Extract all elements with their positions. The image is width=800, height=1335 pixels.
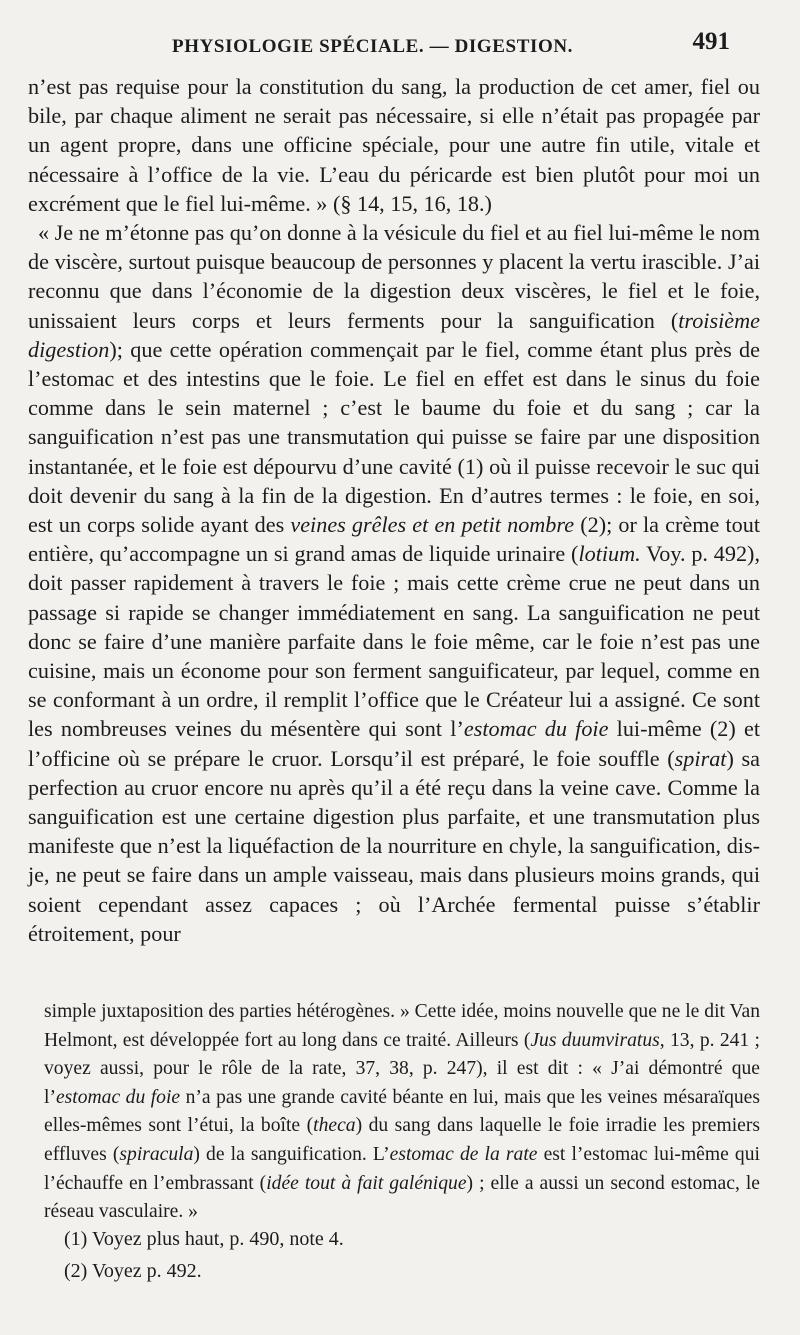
italic-run: veines grêles et en petit nombre xyxy=(290,512,575,538)
running-head: PHYSIOLOGIE SPÉCIALE. — DIGESTION. xyxy=(172,36,574,57)
text-run: ) du sang dans laquelle le foie irradie les premiers effluves ( xyxy=(44,1115,760,1165)
footnote: (2) Voyez p. 492. xyxy=(64,1260,202,1282)
text-run: ) ; elle a aussi un second estomac, le réseau vasculaire. » xyxy=(44,1172,760,1223)
text-run: ) de la sanguification. L’ xyxy=(193,1143,390,1165)
text-run: ) sa perfection au cruor encore nu après qu’il a été reçu dans la veine cave. Comme la sanguification est une certaine digestion plus parfaite, et une transmutation plus manifeste que n’est la liquéfaction de la nourriture en chyle, la sanguification, dis-je, ne peut se faire dans un ample vaisseau, mais dans plusieurs moins grands, qui soient cependant assez capaces ; où l’Archée fermental puisse s’établir étroitement, pour xyxy=(28,745,760,946)
text-run: , 13, p. 241 ; voyez aussi, pour le rôle de la rate, 37, 38, p. 247), il est dit : « J’ai démontré que l’ xyxy=(44,1029,761,1108)
italic-run: spiracula xyxy=(119,1143,194,1165)
italic-run: estomac de la rate xyxy=(389,1143,538,1165)
text-run: n’est pas requise pour la constitution du sang, la production de cet amer, fiel ou bile, par chaque aliment ne serait pas nécessaire, si elle n’était pas propagée par un agent propre, dans une officine spéciale, pour une autre fin utile, vitale et nécessaire à l’office de la vie. L’eau du péricarde est bien plutôt pour moi un excrément que le fiel lui-même. » (§ 14, 15, 16, 18.) xyxy=(28,74,760,216)
italic-run: idée tout à fait galénique xyxy=(266,1172,467,1194)
italic-run: lotium. xyxy=(578,541,641,567)
text-run: « Je ne m’étonne pas qu’on donne à la vésicule du fiel et au fiel lui-même le nom de viscère, surtout puisque beaucoup de personnes y placent la vertu irascible. J’ai reconnu que dans l’économie de la digestion deux viscères, le fiel et le foie, unissaient leurs corps et leurs ferments pour la sanguification ( xyxy=(28,220,760,333)
text-run: lui-même (2) et l’officine où se prépare le cruor. Lorsqu’il est préparé, le foie souffle ( xyxy=(28,716,760,771)
text-run: Voy. p. 492), doit passer rapidement à travers le foie ; mais cette crème crue ne peut dans un passage si rapide se changer immédiatement en sang. La sanguification ne peut donc se faire d’une manière parfaite dans le foie même, car le foie n’est pas une cuisine, mais un économe pour son ferment sanguificateur, par lequel, comme en se conformant à un ordre, il remplit l’office que le Créateur lui a assigné. Ce sont les nombreuses veines du mésentère qui sont l’ xyxy=(28,541,760,742)
footnotes xyxy=(64,1223,664,1287)
italic-run: spirat xyxy=(674,745,727,771)
text-run: simple juxtaposition des parties hétérogènes. » Cette idée, moins nouvelle que ne le dit Van Helmont, est développée fort au long dans ce traité. Ailleurs ( xyxy=(44,1001,760,1051)
paragraph-quote xyxy=(28,218,760,948)
italic-run: estomac du foie xyxy=(55,1086,181,1108)
text-run: (2); or la crème tout entière, qu’accompagne un si grand amas de liquide urinaire ( xyxy=(28,512,761,567)
italic-run: theca xyxy=(313,1115,356,1137)
text-run: ); que cette opération commençait par le fiel, comme étant plus près de l’estomac et des intestins que le foie. Le fiel en effet est dans le sinus du foie comme dans le sein maternel ; c’est le baume du foie et du sang ; car la sanguification n’est pas une transmutation qui puisse se faire par une disposition instantanée, et le foie est dépourvu d’une cavité (1) où il puisse recevoir le suc qui doit devenir du sang à la fin de la digestion. En d’autres termes : le foie, en soi, est un corps solide ayant des xyxy=(28,336,760,538)
text-run: est l’estomac lui-même qui l’échauffe en l’embrassant ( xyxy=(44,1143,760,1194)
italic-run: Jus duumviratus xyxy=(530,1029,660,1051)
italic-run: troisième digestion xyxy=(28,307,760,362)
italic-run: estomac du foie xyxy=(463,716,609,742)
paragraph-continuation xyxy=(28,72,760,218)
page-header xyxy=(0,28,800,64)
note-paragraph xyxy=(44,998,760,1227)
footnote: (1) Voyez plus haut, p. 490, note 4. xyxy=(64,1228,344,1250)
text-run: n’a pas une grande cavité béante en lui, mais que les veines mésaraïques elles-mêmes sont l’étui, la boîte ( xyxy=(44,1086,760,1137)
note-continuation xyxy=(44,998,760,1227)
main-text xyxy=(28,72,760,948)
page-number: 491 xyxy=(692,28,730,55)
